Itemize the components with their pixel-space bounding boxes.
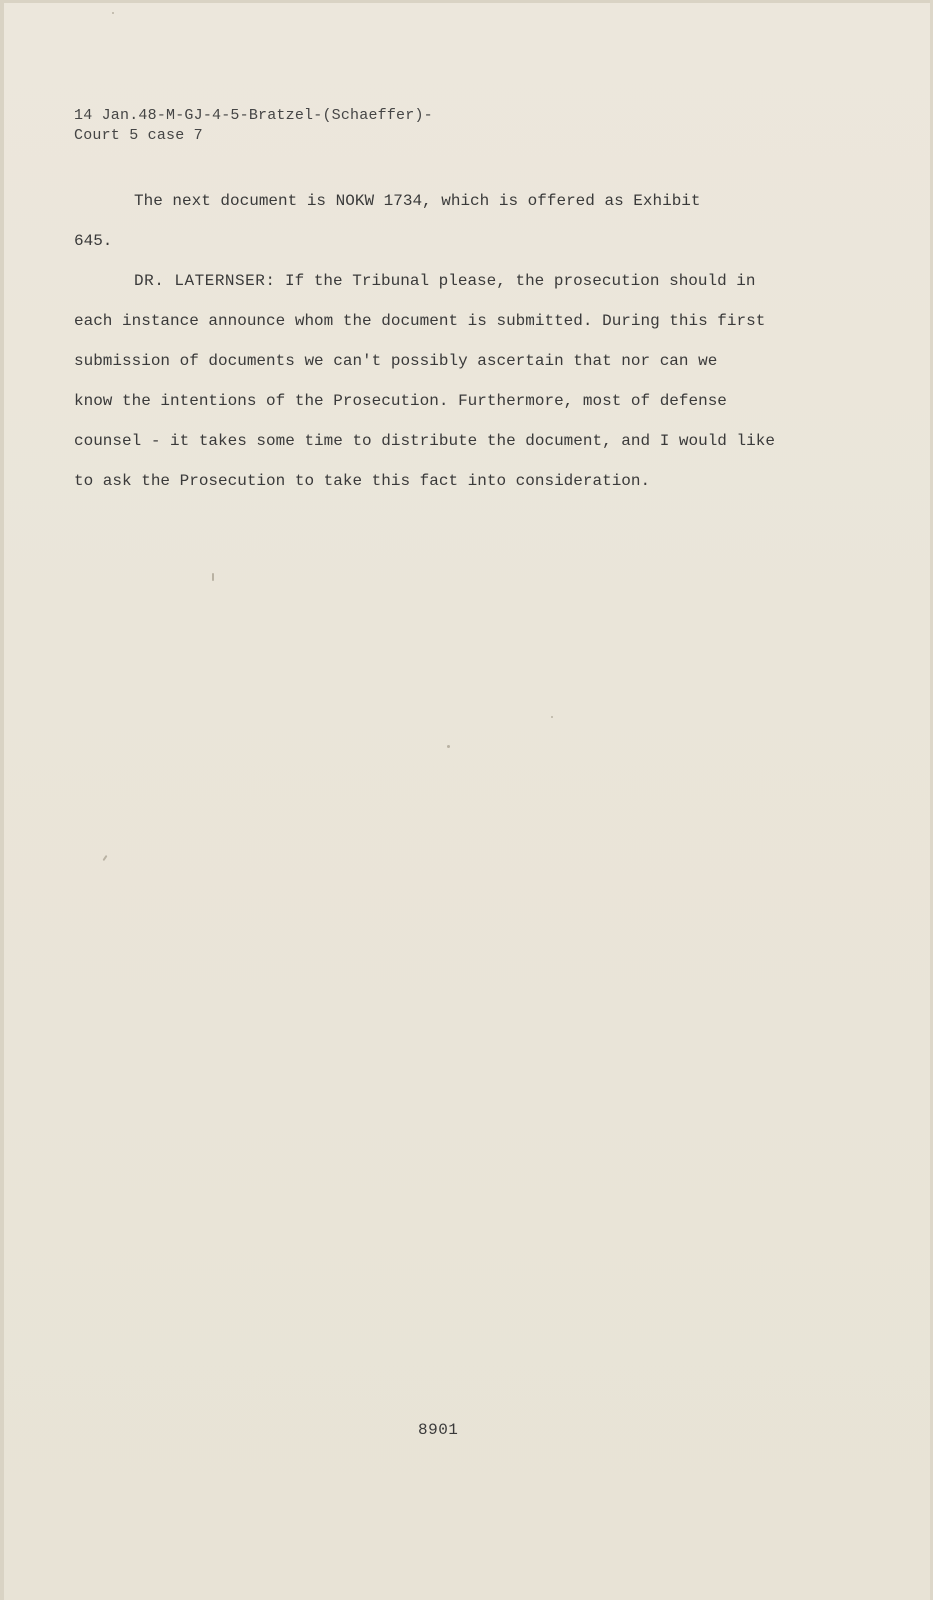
paper-speck	[212, 573, 214, 581]
paragraph-2-line-1	[74, 268, 834, 308]
header-line-2: Court 5 case 7	[74, 127, 203, 144]
paragraph-2-line-2: each instance announce whom the document is submitted. During this first	[74, 312, 766, 330]
page-number: 8901	[418, 1421, 459, 1439]
paragraph-1-line-1: The next document is NOKW 1734, which is offered as Exhibit	[134, 192, 701, 210]
paper-speck	[447, 745, 450, 748]
transcript-header	[74, 106, 433, 146]
paragraph-2-line-5: counsel - it takes some time to distribute the document, and I would like	[74, 432, 775, 450]
paper-speck	[102, 855, 107, 861]
speaker-name: DR. LATERNSER:	[134, 272, 276, 290]
paper-speck	[551, 716, 553, 718]
paper-speck	[112, 12, 114, 14]
paragraph-1-line-2: 645.	[74, 232, 113, 250]
paragraph-2-line-6: to ask the Prosecution to take this fact into consideration.	[74, 472, 651, 490]
page-edge-left	[0, 0, 4, 1600]
paragraph-2-line-1-text: If the Tribunal please, the prosecution should in	[275, 272, 756, 290]
header-line-1: 14 Jan.48-M-GJ-4-5-Bratzel-(Schaeffer)-	[74, 107, 433, 124]
paragraph-2-line-3: submission of documents we can't possibly ascertain that nor can we	[74, 352, 718, 370]
transcript-body	[74, 188, 834, 508]
page-edge-top	[0, 0, 933, 3]
paragraph-2-line-4: know the intentions of the Prosecution. Furthermore, most of defense	[74, 392, 727, 410]
